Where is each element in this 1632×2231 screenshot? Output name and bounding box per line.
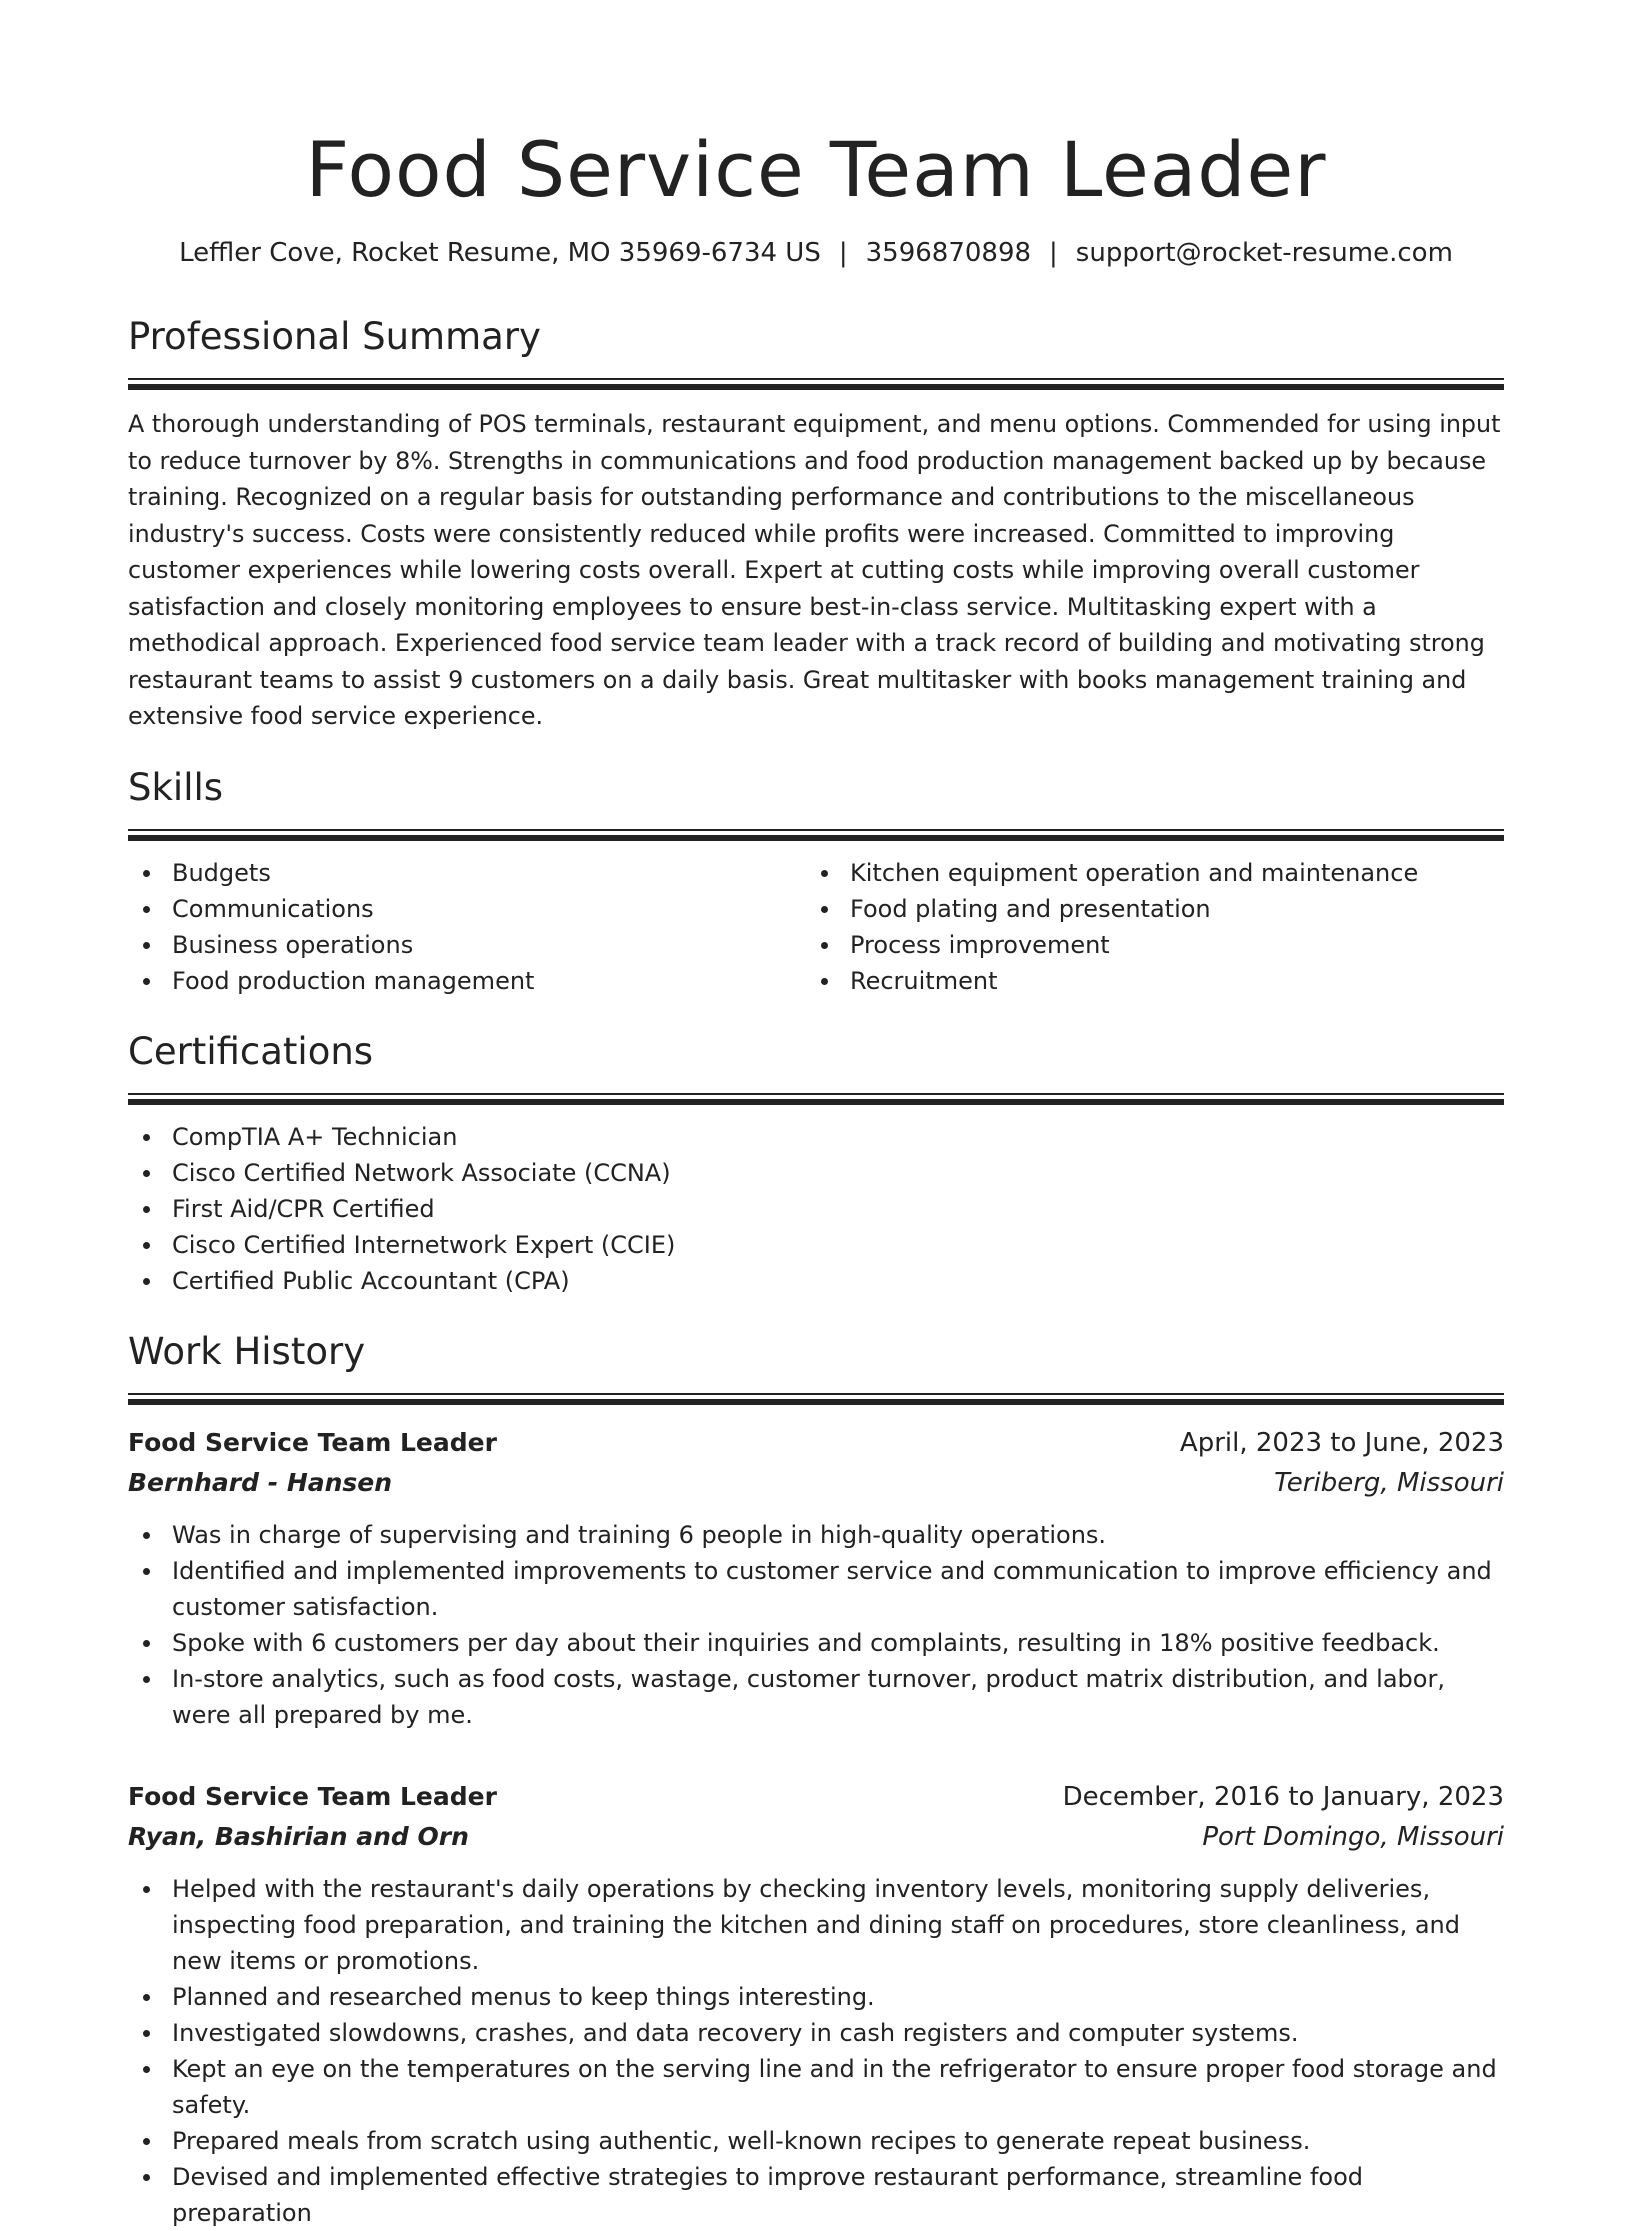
skill-item: Kitchen equipment operation and maintenance <box>806 855 1484 891</box>
certification-item: CompTIA A+ Technician <box>128 1119 1504 1155</box>
job-bullet: Was in charge of supervising and training 6 people in high-quality operations. <box>128 1517 1504 1553</box>
job-entry <box>128 1777 1504 2231</box>
job-title: Food Service Team Leader <box>128 1781 497 1811</box>
contact-line <box>128 236 1504 270</box>
job-dates: April, 2023 to June, 2023 <box>1179 1427 1504 1458</box>
job-company: Ryan, Bashirian and Orn <box>128 1821 469 1851</box>
certification-item: Certified Public Accountant (CPA) <box>128 1263 1504 1299</box>
job-header-row <box>128 1423 1504 1463</box>
section-divider <box>128 378 1504 390</box>
skills-section <box>128 765 1504 999</box>
resume-name: Food Service Team Leader <box>305 125 1327 214</box>
job-title: Food Service Team Leader <box>128 1427 497 1457</box>
skill-item: Communications <box>128 891 806 927</box>
skill-item: Recruitment <box>806 963 1484 999</box>
job-bullets <box>128 1871 1504 2231</box>
job-bullet: Investigated slowdowns, crashes, and data recovery in cash registers and computer systems. <box>128 2015 1504 2051</box>
certification-item: First Aid/CPR Certified <box>128 1191 1504 1227</box>
job-location: Port Domingo, Missouri <box>1202 1821 1504 1852</box>
contact-address: Leffler Cove, Rocket Resume, MO 35969-6734 US <box>179 238 821 268</box>
skills-grid <box>128 855 1504 999</box>
job-company-row <box>128 1463 1504 1503</box>
work-history-section <box>128 1329 1504 2231</box>
skill-item: Budgets <box>128 855 806 891</box>
contact-email: support@rocket-resume.com <box>1075 238 1453 268</box>
skills-heading: Skills <box>128 765 224 809</box>
job-bullets <box>128 1517 1504 1733</box>
job-company-row <box>128 1817 1504 1857</box>
certification-item: Cisco Certified Network Associate (CCNA) <box>128 1155 1504 1191</box>
skills-list-left <box>128 855 806 999</box>
skills-list-right <box>806 855 1484 999</box>
summary-text: A thorough understanding of POS terminals, restaurant equipment, and menu options. Commended for using input to reduce turnover by 8%. Strengths in communications and food production management backed up by because training. Recognized on a regular basis for outstanding performance and contributions to the miscellaneous industry's success. Costs were consistently reduced while profits were increased. Committed to improving customer experiences while lowering costs overall. Expert at cutting costs while improving overall customer satisfaction and closely monitoring employees to ensure best-in-class service. Multitasking expert with a methodical approach. Experienced food service team leader with a track record of building and motivating strong restaurant teams to assist 9 customers on a daily basis. Great multitasker with books management training and extensive food service experience. <box>128 410 1501 730</box>
job-bullet: Planned and researched menus to keep things interesting. <box>128 1979 1504 2015</box>
section-divider <box>128 1093 1504 1105</box>
job-bullet: In-store analytics, such as food costs, wastage, customer turnover, product matrix distribution, and labor, were all prepared by me. <box>128 1661 1504 1733</box>
job-header-row <box>128 1777 1504 1817</box>
job-bullet: Prepared meals from scratch using authentic, well-known recipes to generate repeat business. <box>128 2123 1504 2159</box>
summary-section <box>128 314 1504 735</box>
resume-page <box>128 0 1504 2231</box>
job-bullet: Kept an eye on the temperatures on the serving line and in the refrigerator to ensure proper food storage and safety. <box>128 2051 1504 2123</box>
contact-phone: 3596870898 <box>865 238 1032 268</box>
skill-item: Food plating and presentation <box>806 891 1484 927</box>
skill-item: Process improvement <box>806 927 1484 963</box>
job-location: Teriberg, Missouri <box>1274 1467 1504 1498</box>
certifications-heading: Certifications <box>128 1029 374 1073</box>
certifications-section <box>128 1029 1504 1299</box>
skill-item: Business operations <box>128 927 806 963</box>
job-bullet: Helped with the restaurant's daily operations by checking inventory levels, monitoring supply deliveries, inspecting food preparation, and training the kitchen and dining staff on procedures, store cleanliness, and new items or promotions. <box>128 1871 1504 1979</box>
job-bullet: Identified and implemented improvements to customer service and communication to improve efficiency and customer satisfaction. <box>128 1553 1504 1625</box>
job-bullet: Spoke with 6 customers per day about their inquiries and complaints, resulting in 18% positive feedback. <box>128 1625 1504 1661</box>
job-bullet: Devised and implemented effective strategies to improve restaurant performance, streamline food preparation <box>128 2159 1504 2231</box>
work-history-heading: Work History <box>128 1329 366 1373</box>
contact-separator: | <box>1049 238 1058 268</box>
skill-item: Food production management <box>128 963 806 999</box>
job-dates: December, 2016 to January, 2023 <box>1062 1781 1504 1812</box>
contact-separator: | <box>838 238 848 268</box>
job-entry <box>128 1423 1504 1733</box>
certification-item: Cisco Certified Internetwork Expert (CCIE) <box>128 1227 1504 1263</box>
section-divider <box>128 829 1504 841</box>
certifications-list <box>128 1119 1504 1299</box>
summary-heading: Professional Summary <box>128 315 541 358</box>
section-divider <box>128 1393 1504 1405</box>
job-company: Bernhard - Hansen <box>128 1467 393 1497</box>
